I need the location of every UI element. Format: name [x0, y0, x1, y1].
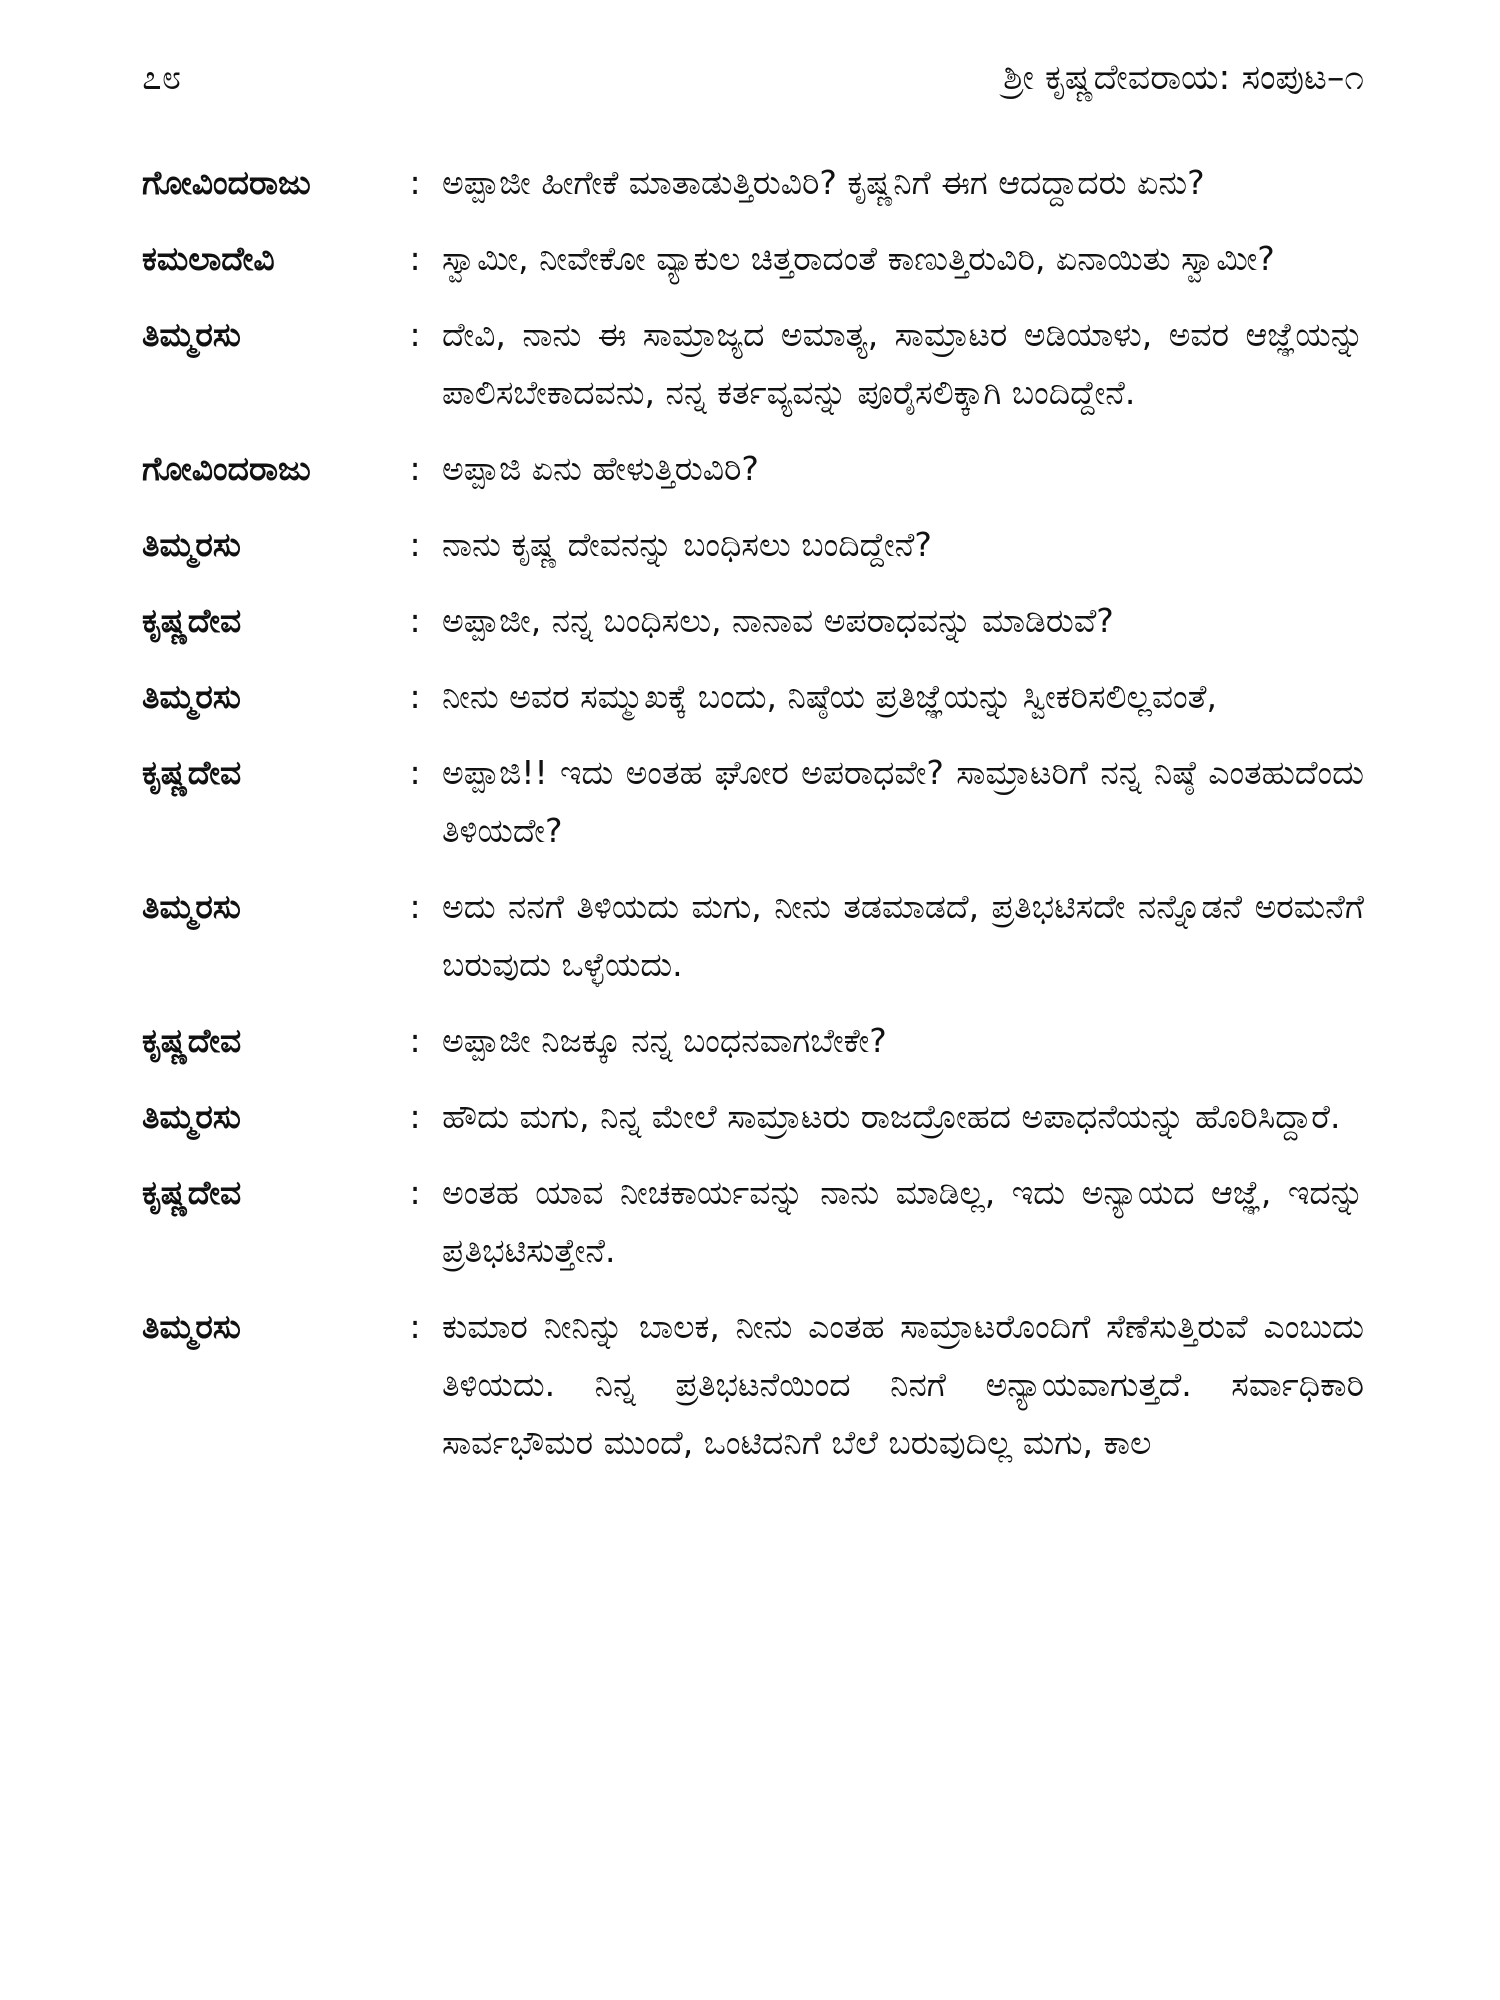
- speaker-name: ತಿಮ್ಮರಸು: [142, 315, 241, 354]
- speaker-colon: :: [409, 163, 421, 202]
- speaker-name: ಕೃಷ್ಣದೇವ: [142, 753, 242, 792]
- running-title: ಶ್ರೀ ಕೃಷ್ಣದೇವರಾಯ: ಸಂಪುಟ–೧: [1003, 58, 1364, 98]
- dialogue-list: [142, 154, 1364, 1490]
- speaker-name: ಕಮಲಾದೇವಿ: [142, 239, 275, 278]
- dialogue-entry: [142, 306, 1364, 422]
- speaker-colon: :: [409, 1173, 421, 1212]
- speaker-name: ತಿಮ್ಮರಸು: [142, 677, 241, 716]
- dialogue-entry: [142, 154, 1364, 212]
- speaker-colon: :: [409, 1097, 421, 1136]
- dialogue-entry: [142, 878, 1364, 994]
- speech-text: ಅಪ್ಪಾಜಿ ಏನು ಹೇಳುತ್ತಿರುವಿರಿ?: [442, 449, 759, 488]
- speaker-colon: :: [409, 1021, 421, 1060]
- speech-text: ಅಪ್ಪಾಜೀ ನಿಜಕ್ಕೂ ನನ್ನ ಬಂಧನವಾಗಬೇಕೇ?: [442, 1021, 887, 1060]
- dialogue-entry: [142, 1164, 1364, 1280]
- dialogue-entry: [142, 1012, 1364, 1070]
- speech-text: ಅದು ನನಗೆ ತಿಳಿಯದು ಮಗು, ನೀನು ತಡಮಾಡದೆ, ಪ್ರತಿಭಟಿಸದೇ ನನ್ನೊಡನೆ ಅರಮನೆಗೆ ಬರುವುದು ಒಳ್ಳೆಯದು.: [442, 887, 1364, 984]
- speaker-colon: :: [409, 753, 421, 792]
- speaker-name: ಗೋವಿಂದರಾಜು: [142, 163, 311, 202]
- speech-text: ನೀನು ಅವರ ಸಮ್ಮುಖಕ್ಕೆ ಬಂದು, ನಿಷ್ಠೆಯ ಪ್ರತಿಜ್ಞೆಯನ್ನು ಸ್ವೀಕರಿಸಲಿಲ್ಲವಂತೆ,: [442, 677, 1217, 716]
- speaker-colon: :: [409, 525, 421, 564]
- speech-text: ಅಪ್ಪಾಜೀ ಹೀಗೇಕೆ ಮಾತಾಡುತ್ತಿರುವಿರಿ? ಕೃಷ್ಣನಿಗೆ ಈಗ ಆದದ್ದಾದರು ಏನು?: [442, 163, 1205, 202]
- page-header: [142, 48, 1364, 108]
- speaker-colon: :: [409, 449, 421, 488]
- speaker-name: ತಿಮ್ಮರಸು: [142, 525, 241, 564]
- dialogue-entry: [142, 230, 1364, 288]
- dialogue-entry: [142, 516, 1364, 574]
- speech-text: ಸ್ವಾಮೀ, ನೀವೇಕೋ ವ್ಯಾಕುಲ ಚಿತ್ತರಾದಂತೆ ಕಾಣುತ್ತಿರುವಿರಿ, ಏನಾಯಿತು ಸ್ವಾಮೀ?: [442, 239, 1275, 278]
- speaker-name: ತಿಮ್ಮರಸು: [142, 887, 241, 926]
- dialogue-entry: [142, 744, 1364, 860]
- speech-text: ಕುಮಾರ ನೀನಿನ್ನು ಬಾಲಕ, ನೀನು ಎಂತಹ ಸಾಮ್ರಾಟರೊಂದಿಗೆ ಸೆಣೆಸುತ್ತಿರುವೆ ಎಂಬುದು ತಿಳಿಯದು. ನಿನ್ನ ಪ್ರತಿಭಟನೆಯಿಂದ ನಿನಗೆ ಅನ್ಯಾಯವಾಗುತ್ತದೆ. ಸರ್ವಾಧಿಕಾರಿ ಸಾರ್ವಭೌಮರ ಮುಂದೆ, ಒಂಟಿದನಿಗೆ ಬೆಲೆ ಬರುವುದಿಲ್ಲ ಮಗು, ಕಾಲ: [442, 1307, 1364, 1462]
- speaker-name: ಕೃಷ್ಣದೇವ: [142, 601, 242, 640]
- speech-text: ನಾನು ಕೃಷ್ಣ ದೇವನನ್ನು ಬಂಧಿಸಲು ಬಂದಿದ್ದೇನೆ?: [442, 525, 932, 564]
- dialogue-entry: [142, 440, 1364, 498]
- dialogue-entry: [142, 668, 1364, 726]
- speech-text: ಅಂತಹ ಯಾವ ನೀಚಕಾರ್ಯವನ್ನು ನಾನು ಮಾಡಿಲ್ಲ, ಇದು ಅನ್ಯಾಯದ ಆಜ್ಞೆ, ಇದನ್ನು ಪ್ರತಿಭಟಿಸುತ್ತೇನೆ.: [442, 1173, 1364, 1270]
- speaker-colon: :: [409, 677, 421, 716]
- page-number: ೭೮: [142, 58, 182, 98]
- speaker-colon: :: [409, 1307, 421, 1346]
- speaker-colon: :: [409, 315, 421, 354]
- speech-text: ಹೌದು ಮಗು, ನಿನ್ನ ಮೇಲೆ ಸಾಮ್ರಾಟರು ರಾಜದ್ರೋಹದ ಅಪಾಧನೆಯನ್ನು ಹೊರಿಸಿದ್ದಾರೆ.: [442, 1097, 1341, 1136]
- speaker-name: ಕೃಷ್ಣದೇವ: [142, 1173, 242, 1212]
- speech-text: ಅಪ್ಪಾಜಿ!! ಇದು ಅಂತಹ ಘೋರ ಅಪರಾಧವೇ? ಸಾಮ್ರಾಟರಿಗೆ ನನ್ನ ನಿಷ್ಠೆ ಎಂತಹುದೆಂದು ತಿಳಿಯದೇ?: [442, 753, 1364, 850]
- speaker-name: ಗೋವಿಂದರಾಜು: [142, 449, 311, 488]
- speaker-colon: :: [409, 239, 421, 278]
- dialogue-entry: [142, 592, 1364, 650]
- dialogue-entry: [142, 1088, 1364, 1146]
- speaker-colon: :: [409, 887, 421, 926]
- speaker-colon: :: [409, 601, 421, 640]
- speech-text: ಅಪ್ಪಾಜೀ, ನನ್ನ ಬಂಧಿಸಲು, ನಾನಾವ ಅಪರಾಧವನ್ನು ಮಾಡಿರುವೆ?: [442, 601, 1114, 640]
- speech-text: ದೇವಿ, ನಾನು ಈ ಸಾಮ್ರಾಜ್ಯದ ಅಮಾತ್ಯ, ಸಾಮ್ರಾಟರ ಅಡಿಯಾಳು, ಅವರ ಆಜ್ಞೆಯನ್ನು ಪಾಲಿಸಬೇಕಾದವನು, ನನ್ನ ಕರ್ತವ್ಯವನ್ನು ಪೂರೈಸಲಿಕ್ಕಾಗಿ ಬಂದಿದ್ದೇನೆ.: [442, 315, 1364, 412]
- speaker-name: ಕೃಷ್ಣದೇವ: [142, 1021, 242, 1060]
- speaker-name: ತಿಮ್ಮರಸು: [142, 1307, 241, 1346]
- speaker-name: ತಿಮ್ಮರಸು: [142, 1097, 241, 1136]
- dialogue-entry: [142, 1298, 1364, 1472]
